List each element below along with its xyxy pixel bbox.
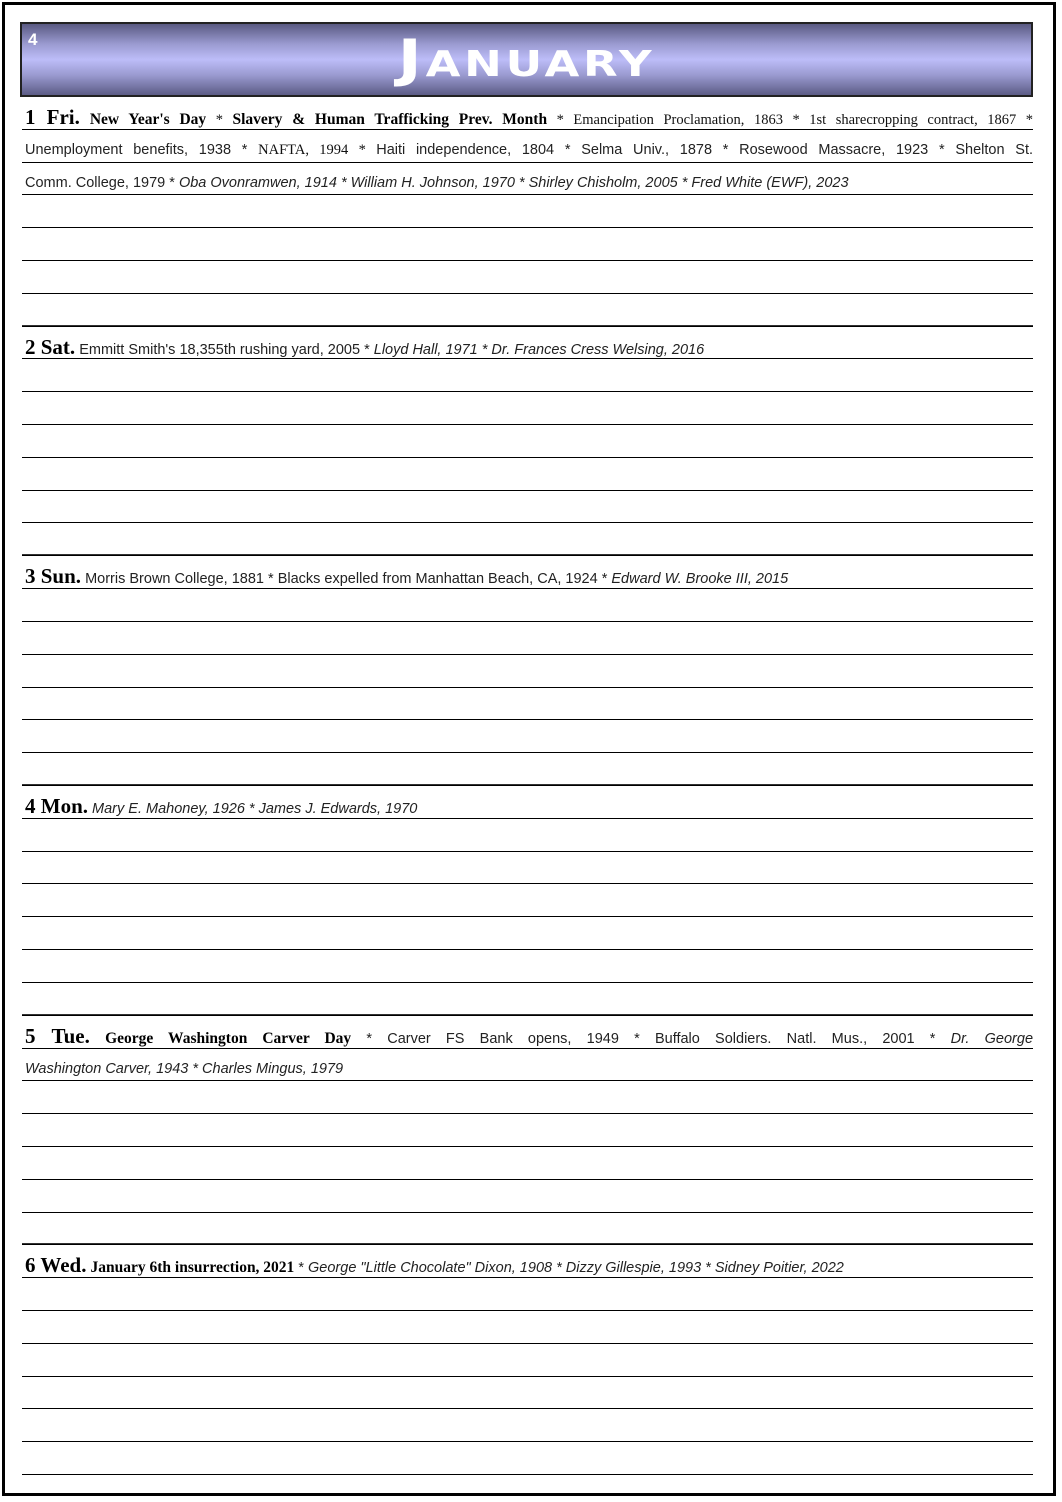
day-entry xyxy=(22,1245,1033,1475)
day-label: 4 Mon. xyxy=(25,794,88,819)
event-text: Morris Brown College, 1881 * Blacks expelled from Manhattan Beach, CA, 1924 * xyxy=(85,571,612,588)
day-text-line xyxy=(22,97,1033,130)
blank-writing-line[interactable] xyxy=(22,1081,1033,1114)
blank-writing-line[interactable] xyxy=(22,294,1033,327)
day-entry xyxy=(22,556,1033,786)
day-text-line xyxy=(22,1016,1033,1049)
blank-writing-line[interactable] xyxy=(22,261,1033,294)
blank-writing-line[interactable] xyxy=(22,1213,1033,1246)
blank-writing-line[interactable] xyxy=(22,1344,1033,1377)
event-text: Washington Carver, 1943 * Charles Mingus, 1979 xyxy=(25,1060,344,1077)
event-text: Haiti independence, 1804 * Selma Univ., 1878 * Rosewood Massacre, 1923 * Shelton St. xyxy=(376,141,1033,158)
blank-writing-line[interactable] xyxy=(22,884,1033,917)
event-text: Comm. College, 1979 * xyxy=(25,174,179,191)
blank-writing-line[interactable] xyxy=(22,1180,1033,1213)
blank-writing-line[interactable] xyxy=(22,917,1033,950)
blank-writing-line[interactable] xyxy=(22,720,1033,753)
blank-writing-line[interactable] xyxy=(22,589,1033,622)
day-text-line xyxy=(22,1245,1033,1278)
page-number: 4 xyxy=(28,30,38,49)
event-text: * Emancipation Proclamation, 1863 * 1st sharecropping contract, 1867 * xyxy=(547,112,1033,128)
event-text: Edward W. Brooke III, 2015 xyxy=(611,571,789,588)
blank-writing-line[interactable] xyxy=(22,753,1033,786)
event-text: Mary E. Mahoney, 1926 * James J. Edwards, 1970 xyxy=(92,801,418,818)
event-text: Emmitt Smith's 18,355th rushing yard, 2005 * xyxy=(79,341,374,358)
blank-writing-line[interactable] xyxy=(22,1377,1033,1410)
day-label: 3 Sun. xyxy=(25,564,82,589)
blank-writing-line[interactable] xyxy=(22,491,1033,524)
event-text: Slavery & Human Trafficking Prev. Month xyxy=(232,111,548,128)
event-text: George Washington Carver Day xyxy=(105,1029,352,1047)
day-text-line xyxy=(22,130,1033,163)
blank-writing-line[interactable] xyxy=(22,523,1033,556)
blank-writing-line[interactable] xyxy=(22,228,1033,261)
blank-writing-line[interactable] xyxy=(22,425,1033,458)
day-text-line xyxy=(22,556,1033,589)
blank-writing-line[interactable] xyxy=(22,359,1033,392)
blank-writing-line[interactable] xyxy=(22,1311,1033,1344)
day-label: 6 Wed. xyxy=(25,1253,87,1278)
blank-writing-line[interactable] xyxy=(22,1409,1033,1442)
month-banner xyxy=(20,22,1033,97)
event-text: * Carver FS Bank opens, 1949 * Buffalo Soldiers. Natl. Mus., 2001 * xyxy=(351,1030,951,1047)
event-text: Lloyd Hall, 1971 * Dr. Frances Cress Welsing, 2016 xyxy=(373,341,705,358)
day-text-line xyxy=(22,163,1033,196)
month-title: January xyxy=(397,29,656,89)
day-label: 2 Sat. xyxy=(25,334,76,359)
blank-writing-line[interactable] xyxy=(22,950,1033,983)
blank-writing-line[interactable] xyxy=(22,852,1033,885)
event-text: Dr. George xyxy=(950,1030,1033,1047)
blank-writing-line[interactable] xyxy=(22,1114,1033,1147)
event-text: George "Little Chocolate" Dixon, 1908 * Dizzy Gillespie, 1993 * Sidney Poitier, 2022 xyxy=(308,1260,844,1277)
day-label: 5 Tue. xyxy=(25,1023,90,1048)
event-text: * xyxy=(294,1260,309,1277)
day-list xyxy=(22,97,1033,1475)
blank-writing-line[interactable] xyxy=(22,655,1033,688)
blank-writing-line[interactable] xyxy=(22,1147,1033,1180)
blank-writing-line[interactable] xyxy=(22,392,1033,425)
blank-writing-line[interactable] xyxy=(22,195,1033,228)
blank-writing-line[interactable] xyxy=(22,819,1033,852)
event-text: * xyxy=(206,112,233,128)
day-text-line xyxy=(22,327,1033,360)
event-text: New Year's Day xyxy=(89,111,207,128)
day-entry xyxy=(22,786,1033,1016)
day-label: 1 Fri. xyxy=(25,105,80,129)
day-entry xyxy=(22,1016,1033,1246)
blank-writing-line[interactable] xyxy=(22,458,1033,491)
event-text: Oba Ovonramwen, 1914 * William H. Johnson, 1970 * Shirley Chisholm, 2005 * Fred White (EWF), 2023 xyxy=(178,174,849,191)
event-text: January 6th insurrection, 2021 xyxy=(90,1259,295,1277)
blank-writing-line[interactable] xyxy=(22,688,1033,721)
day-text-line xyxy=(22,786,1033,819)
blank-writing-line[interactable] xyxy=(22,1278,1033,1311)
blank-writing-line[interactable] xyxy=(22,983,1033,1016)
event-text: Unemployment benefits, 1938 * xyxy=(25,141,259,158)
blank-writing-line[interactable] xyxy=(22,1442,1033,1475)
blank-writing-line[interactable] xyxy=(22,622,1033,655)
day-text-line xyxy=(22,1049,1033,1082)
day-entry xyxy=(22,327,1033,557)
day-entry xyxy=(22,97,1033,327)
event-text: NAFTA, 1994 * xyxy=(258,141,377,158)
